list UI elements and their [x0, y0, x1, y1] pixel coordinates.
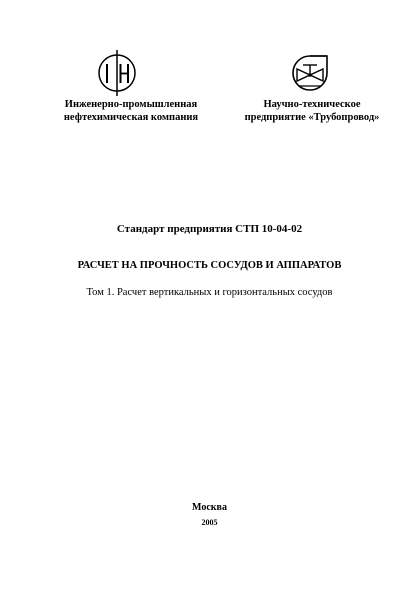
right-org-line2: предприятие «Трубопровод» [244, 112, 380, 123]
right-organization-name [236, 98, 388, 124]
publication-year: 2005 [201, 518, 218, 527]
left-org-line2: нефтехимическая компания [63, 112, 199, 123]
ipn-logo-icon [96, 50, 138, 96]
left-organization-name [56, 98, 206, 124]
truboprovod-logo-icon [288, 52, 332, 94]
left-org-line1: Инженерно-промышленная [64, 99, 198, 110]
volume-subtitle: Том 1. Расчет вертикальных и горизонтальных сосудов [86, 287, 333, 298]
publication-city: Москва [192, 502, 227, 513]
main-title: РАСЧЕТ НА ПРОЧНОСТЬ СОСУДОВ И АППАРАТОВ [77, 260, 342, 271]
right-org-line1: Научно-техническое [263, 99, 361, 110]
standard-title: Стандарт предприятия СТП 10-04-02 [116, 223, 303, 235]
